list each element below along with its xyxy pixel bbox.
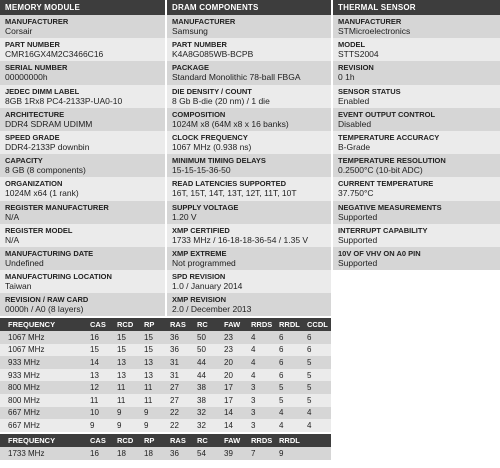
jedec-cell: 11 bbox=[113, 381, 140, 394]
jedec-cell: 667 MHz bbox=[0, 419, 86, 432]
jedec-row bbox=[0, 369, 331, 382]
memory-module-field-value: 8 GB (8 components) bbox=[5, 165, 86, 176]
jedec-cell: 5 bbox=[303, 356, 331, 369]
jedec-cell: 800 MHz bbox=[0, 394, 86, 407]
thermal-sensor-field bbox=[333, 108, 500, 131]
thermal-sensor-field-label: REVISION bbox=[338, 63, 374, 73]
dram-components-field bbox=[167, 108, 331, 131]
jedec-cell: 9 bbox=[140, 407, 166, 420]
xmp-cell: 54 bbox=[193, 447, 220, 460]
thermal-sensor-field-value: Enabled bbox=[338, 95, 370, 106]
memory-module-field-value: Undefined bbox=[5, 257, 44, 268]
dram-components-field-value: 1067 MHz (0.938 ns) bbox=[172, 141, 252, 152]
memory-module-field-value: Corsair bbox=[5, 26, 33, 36]
memory-module-field bbox=[0, 201, 165, 224]
dram-components-field bbox=[167, 247, 331, 270]
dram-components-field-value: 1.0 / January 2014 bbox=[172, 281, 243, 292]
thermal-sensor-field-label: SENSOR STATUS bbox=[338, 86, 401, 96]
thermal-sensor-field-value: 0.2500°C (10-bit ADC) bbox=[338, 165, 423, 176]
memory-module-field bbox=[0, 108, 165, 131]
jedec-cell: 32 bbox=[193, 407, 220, 420]
jedec-cell: 13 bbox=[113, 369, 140, 382]
jedec-cell: 4 bbox=[303, 419, 331, 432]
jedec-cell: 1067 MHz bbox=[0, 344, 86, 357]
jedec-row bbox=[0, 381, 331, 394]
jedec-cell: 15 bbox=[113, 344, 140, 357]
jedec-col-header: RRDL bbox=[275, 318, 303, 331]
memory-module-field-value: N/A bbox=[5, 211, 20, 222]
jedec-cell: 36 bbox=[166, 344, 193, 357]
dram-components-field-label: PART NUMBER bbox=[172, 40, 227, 50]
xmp-cell: 9 bbox=[275, 447, 331, 460]
memory-module-field-label: REVISION / RAW CARD bbox=[5, 295, 89, 305]
xmp-col-header: RP bbox=[140, 434, 166, 447]
jedec-cell: 15 bbox=[140, 344, 166, 357]
memory-module-field bbox=[0, 177, 165, 200]
memory-module-field-value: 00000000h bbox=[5, 72, 48, 83]
thermal-sensor-field-label: INTERRUPT CAPABILITY bbox=[338, 225, 428, 235]
jedec-cell: 31 bbox=[166, 369, 193, 382]
thermal-sensor-field bbox=[333, 15, 500, 38]
jedec-cell: 50 bbox=[193, 331, 220, 344]
jedec-timings-table bbox=[0, 318, 331, 432]
thermal-sensor-field-value: Supported bbox=[338, 234, 378, 245]
memory-module-field-label: REGISTER MODEL bbox=[5, 225, 73, 235]
xmp-col-header: RRDL bbox=[275, 434, 331, 447]
jedec-row bbox=[0, 394, 331, 407]
dram-components-field bbox=[167, 85, 331, 108]
jedec-cell: 12 bbox=[86, 381, 113, 394]
jedec-cell: 933 MHz bbox=[0, 369, 86, 382]
memory-module-field bbox=[0, 85, 165, 108]
dram-components-field bbox=[167, 293, 331, 316]
memory-module-field-label: MANUFACTURING DATE bbox=[5, 248, 94, 258]
jedec-cell: 3 bbox=[247, 381, 275, 394]
jedec-cell: 22 bbox=[166, 407, 193, 420]
memory-module-field-label: PART NUMBER bbox=[5, 40, 60, 50]
thermal-sensor-field-label: TEMPERATURE ACCURACY bbox=[338, 132, 440, 142]
jedec-cell: 3 bbox=[247, 394, 275, 407]
jedec-cell: 17 bbox=[220, 394, 247, 407]
jedec-cell: 15 bbox=[86, 344, 113, 357]
thermal-sensor-field bbox=[333, 247, 500, 270]
memory-module-field-value: DDR4-2133P downbin bbox=[5, 141, 90, 152]
jedec-cell: 11 bbox=[140, 381, 166, 394]
dram-components-field-label: XMP REVISION bbox=[172, 295, 227, 305]
xmp-cell: 18 bbox=[140, 447, 166, 460]
thermal-sensor-field-label: EVENT OUTPUT CONTROL bbox=[338, 109, 436, 119]
dram-components-field-value: 2.0 / December 2013 bbox=[172, 304, 252, 315]
memory-module-field-value: 8GB 1Rx8 PC4-2133P-UA0-10 bbox=[5, 95, 123, 106]
jedec-col-header: RAS bbox=[166, 318, 193, 331]
xmp-col-header: RCD bbox=[113, 434, 140, 447]
thermal-sensor-field-value: Supported bbox=[338, 257, 378, 268]
jedec-cell: 32 bbox=[193, 419, 220, 432]
jedec-cell: 44 bbox=[193, 369, 220, 382]
memory-module-field-label: SPEED GRADE bbox=[5, 132, 60, 142]
thermal-sensor-field-value: Supported bbox=[338, 211, 378, 222]
thermal-sensor-panel bbox=[333, 0, 500, 270]
xmp-cell: 1733 MHz bbox=[0, 447, 86, 460]
memory-module-field-label: REGISTER MANUFACTURER bbox=[5, 202, 109, 212]
memory-module-field bbox=[0, 270, 165, 293]
thermal-sensor-field-label: MANUFACTURER bbox=[338, 17, 402, 26]
jedec-cell: 44 bbox=[193, 356, 220, 369]
jedec-cell: 9 bbox=[86, 419, 113, 432]
jedec-row bbox=[0, 407, 331, 420]
thermal-sensor-field bbox=[333, 177, 500, 200]
memory-module-field-value: CMR16GX4M2C3466C16 bbox=[5, 49, 104, 60]
jedec-cell: 14 bbox=[86, 356, 113, 369]
jedec-row bbox=[0, 419, 331, 432]
memory-module-panel bbox=[0, 0, 165, 316]
jedec-cell: 3 bbox=[247, 419, 275, 432]
jedec-cell: 6 bbox=[275, 356, 303, 369]
dram-components-field bbox=[167, 15, 331, 38]
jedec-cell: 20 bbox=[220, 369, 247, 382]
memory-module-field-value: DDR4 SDRAM UDIMM bbox=[5, 118, 93, 129]
xmp-col-header: RRDS bbox=[247, 434, 275, 447]
dram-components-field-label: MANUFACTURER bbox=[172, 17, 236, 26]
memory-module-field bbox=[0, 154, 165, 177]
dram-components-field bbox=[167, 270, 331, 293]
dram-components-field-label: PACKAGE bbox=[172, 63, 209, 73]
jedec-cell: 4 bbox=[247, 356, 275, 369]
xmp-col-header: FREQUENCY bbox=[0, 434, 86, 447]
jedec-cell: 4 bbox=[247, 331, 275, 344]
memory-module-header: MEMORY MODULE bbox=[0, 0, 165, 15]
jedec-col-header: RRDS bbox=[247, 318, 275, 331]
jedec-cell: 5 bbox=[303, 369, 331, 382]
jedec-row bbox=[0, 331, 331, 344]
xmp-timings-table bbox=[0, 434, 331, 460]
thermal-sensor-field bbox=[333, 38, 500, 61]
jedec-col-header: FREQUENCY bbox=[0, 318, 86, 331]
dram-components-field-value: 15-15-15-36-50 bbox=[172, 165, 231, 176]
thermal-sensor-field-value: 37.750°C bbox=[338, 188, 374, 199]
jedec-cell: 3 bbox=[247, 407, 275, 420]
thermal-sensor-field-value: Disabled bbox=[338, 118, 372, 129]
jedec-cell: 31 bbox=[166, 356, 193, 369]
thermal-sensor-field bbox=[333, 131, 500, 154]
xmp-cell: 16 bbox=[86, 447, 113, 460]
dram-components-field-value: Samsung bbox=[172, 26, 208, 36]
memory-module-field bbox=[0, 224, 165, 247]
jedec-cell: 27 bbox=[166, 394, 193, 407]
dram-components-field-label: XMP EXTREME bbox=[172, 248, 227, 258]
jedec-cell: 800 MHz bbox=[0, 381, 86, 394]
jedec-cell: 5 bbox=[275, 394, 303, 407]
dram-components-field-value: 1.20 V bbox=[172, 211, 197, 222]
jedec-cell: 15 bbox=[140, 331, 166, 344]
dram-components-field-label: SUPPLY VOLTAGE bbox=[172, 202, 239, 212]
memory-module-field-value: Taiwan bbox=[5, 281, 32, 292]
dram-components-field-label: COMPOSITION bbox=[172, 109, 226, 119]
dram-components-field bbox=[167, 131, 331, 154]
jedec-cell: 10 bbox=[86, 407, 113, 420]
dram-components-field-value: Standard Monolithic 78-ball FBGA bbox=[172, 72, 301, 83]
dram-components-field-label: CLOCK FREQUENCY bbox=[172, 132, 248, 142]
jedec-cell: 1067 MHz bbox=[0, 331, 86, 344]
jedec-cell: 933 MHz bbox=[0, 356, 86, 369]
thermal-sensor-field bbox=[333, 154, 500, 177]
jedec-row bbox=[0, 356, 331, 369]
memory-module-field-value: 0000h / A0 (8 layers) bbox=[5, 304, 84, 315]
dram-components-field bbox=[167, 154, 331, 177]
jedec-col-header: CCDL bbox=[303, 318, 331, 331]
dram-components-field-label: XMP CERTIFIED bbox=[172, 225, 230, 235]
jedec-cell: 4 bbox=[275, 407, 303, 420]
dram-components-field-label: MINIMUM TIMING DELAYS bbox=[172, 156, 266, 166]
xmp-cell: 39 bbox=[220, 447, 247, 460]
jedec-cell: 6 bbox=[275, 369, 303, 382]
jedec-cell: 23 bbox=[220, 344, 247, 357]
memory-module-field bbox=[0, 38, 165, 61]
memory-module-field-label: SERIAL NUMBER bbox=[5, 63, 68, 73]
jedec-header-row bbox=[0, 318, 331, 331]
thermal-sensor-field bbox=[333, 224, 500, 247]
jedec-cell: 4 bbox=[275, 419, 303, 432]
memory-module-field-label: ORGANIZATION bbox=[5, 179, 63, 189]
xmp-cell: 18 bbox=[113, 447, 140, 460]
thermal-sensor-field-label: CURRENT TEMPERATURE bbox=[338, 179, 434, 189]
xmp-header-row bbox=[0, 434, 331, 447]
xmp-row bbox=[0, 447, 331, 460]
thermal-sensor-field-value: B-Grade bbox=[338, 141, 371, 152]
dram-components-field-value: Not programmed bbox=[172, 257, 236, 268]
thermal-sensor-field-label: 10V OF VHV ON A0 PIN bbox=[338, 248, 421, 258]
memory-module-field-value: 1024M x64 (1 rank) bbox=[5, 188, 79, 199]
jedec-cell: 38 bbox=[193, 381, 220, 394]
xmp-col-header: RC bbox=[193, 434, 220, 447]
jedec-cell: 6 bbox=[275, 344, 303, 357]
jedec-cell: 22 bbox=[166, 419, 193, 432]
memory-module-field-label: MANUFACTURING LOCATION bbox=[5, 272, 112, 282]
memory-module-field bbox=[0, 15, 165, 38]
dram-components-field-value: 8 Gb B-die (20 nm) / 1 die bbox=[172, 95, 270, 106]
jedec-cell: 20 bbox=[220, 356, 247, 369]
memory-module-field bbox=[0, 61, 165, 84]
xmp-cell: 7 bbox=[247, 447, 275, 460]
memory-module-field-value: N/A bbox=[5, 234, 20, 245]
memory-module-field bbox=[0, 247, 165, 270]
thermal-sensor-field-value: STMicroelectronics bbox=[338, 26, 411, 36]
jedec-cell: 4 bbox=[247, 344, 275, 357]
dram-components-field-label: DIE DENSITY / COUNT bbox=[172, 86, 252, 96]
jedec-cell: 667 MHz bbox=[0, 407, 86, 420]
thermal-sensor-field-value: 0 1h bbox=[338, 72, 355, 83]
dram-components-panel bbox=[167, 0, 331, 316]
xmp-col-header: RAS bbox=[166, 434, 193, 447]
jedec-cell: 6 bbox=[303, 331, 331, 344]
jedec-col-header: RP bbox=[140, 318, 166, 331]
jedec-cell: 9 bbox=[113, 419, 140, 432]
jedec-col-header: CAS bbox=[86, 318, 113, 331]
dram-components-field bbox=[167, 61, 331, 84]
jedec-cell: 50 bbox=[193, 344, 220, 357]
jedec-cell: 5 bbox=[303, 381, 331, 394]
jedec-cell: 38 bbox=[193, 394, 220, 407]
jedec-cell: 13 bbox=[140, 369, 166, 382]
dram-components-field-value: 1024M x8 (64M x8 x 16 banks) bbox=[172, 118, 289, 129]
jedec-col-header: RCD bbox=[113, 318, 140, 331]
jedec-cell: 17 bbox=[220, 381, 247, 394]
dram-components-field-value: 16T, 15T, 14T, 13T, 12T, 11T, 10T bbox=[172, 188, 297, 199]
jedec-cell: 13 bbox=[86, 369, 113, 382]
dram-components-field bbox=[167, 38, 331, 61]
dram-components-field-value: K4A8G085WB-BCPB bbox=[172, 49, 254, 60]
jedec-col-header: FAW bbox=[220, 318, 247, 331]
thermal-sensor-field bbox=[333, 85, 500, 108]
jedec-cell: 14 bbox=[220, 419, 247, 432]
thermal-sensor-field bbox=[333, 61, 500, 84]
jedec-cell: 11 bbox=[140, 394, 166, 407]
thermal-sensor-header: THERMAL SENSOR bbox=[333, 0, 500, 15]
jedec-cell: 6 bbox=[303, 344, 331, 357]
dram-components-field-value: 1733 MHz / 16-18-18-36-54 / 1.35 V bbox=[172, 234, 309, 245]
jedec-cell: 36 bbox=[166, 331, 193, 344]
thermal-sensor-field-value: STTS2004 bbox=[338, 49, 379, 60]
jedec-cell: 5 bbox=[303, 394, 331, 407]
thermal-sensor-field-label: MODEL bbox=[338, 40, 366, 50]
jedec-cell: 11 bbox=[86, 394, 113, 407]
memory-module-field-label: JEDEC DIMM LABEL bbox=[5, 86, 80, 96]
xmp-col-header: FAW bbox=[220, 434, 247, 447]
dram-components-field-label: SPD REVISION bbox=[172, 272, 226, 282]
dram-components-field bbox=[167, 201, 331, 224]
jedec-cell: 4 bbox=[247, 369, 275, 382]
jedec-cell: 11 bbox=[113, 394, 140, 407]
jedec-cell: 9 bbox=[113, 407, 140, 420]
dram-components-field bbox=[167, 177, 331, 200]
xmp-col-header: CAS bbox=[86, 434, 113, 447]
jedec-cell: 5 bbox=[275, 381, 303, 394]
thermal-sensor-field-label: NEGATIVE MEASUREMENTS bbox=[338, 202, 442, 212]
jedec-col-header: RC bbox=[193, 318, 220, 331]
jedec-row bbox=[0, 344, 331, 357]
memory-module-field-label: ARCHITECTURE bbox=[5, 109, 65, 119]
jedec-cell: 9 bbox=[140, 419, 166, 432]
dram-components-header: DRAM COMPONENTS bbox=[167, 0, 331, 15]
jedec-cell: 16 bbox=[86, 331, 113, 344]
jedec-cell: 14 bbox=[220, 407, 247, 420]
jedec-cell: 15 bbox=[113, 331, 140, 344]
jedec-cell: 13 bbox=[140, 356, 166, 369]
jedec-cell: 13 bbox=[113, 356, 140, 369]
jedec-cell: 27 bbox=[166, 381, 193, 394]
jedec-cell: 4 bbox=[303, 407, 331, 420]
jedec-cell: 23 bbox=[220, 331, 247, 344]
thermal-sensor-field-label: TEMPERATURE RESOLUTION bbox=[338, 156, 446, 166]
jedec-cell: 6 bbox=[275, 331, 303, 344]
memory-module-field bbox=[0, 131, 165, 154]
thermal-sensor-field bbox=[333, 201, 500, 224]
dram-components-field bbox=[167, 224, 331, 247]
memory-module-field-label: MANUFACTURER bbox=[5, 17, 69, 26]
xmp-cell: 36 bbox=[166, 447, 193, 460]
memory-module-field-label: CAPACITY bbox=[5, 156, 43, 166]
dram-components-field-label: READ LATENCIES SUPPORTED bbox=[172, 179, 287, 189]
memory-module-field bbox=[0, 293, 165, 316]
